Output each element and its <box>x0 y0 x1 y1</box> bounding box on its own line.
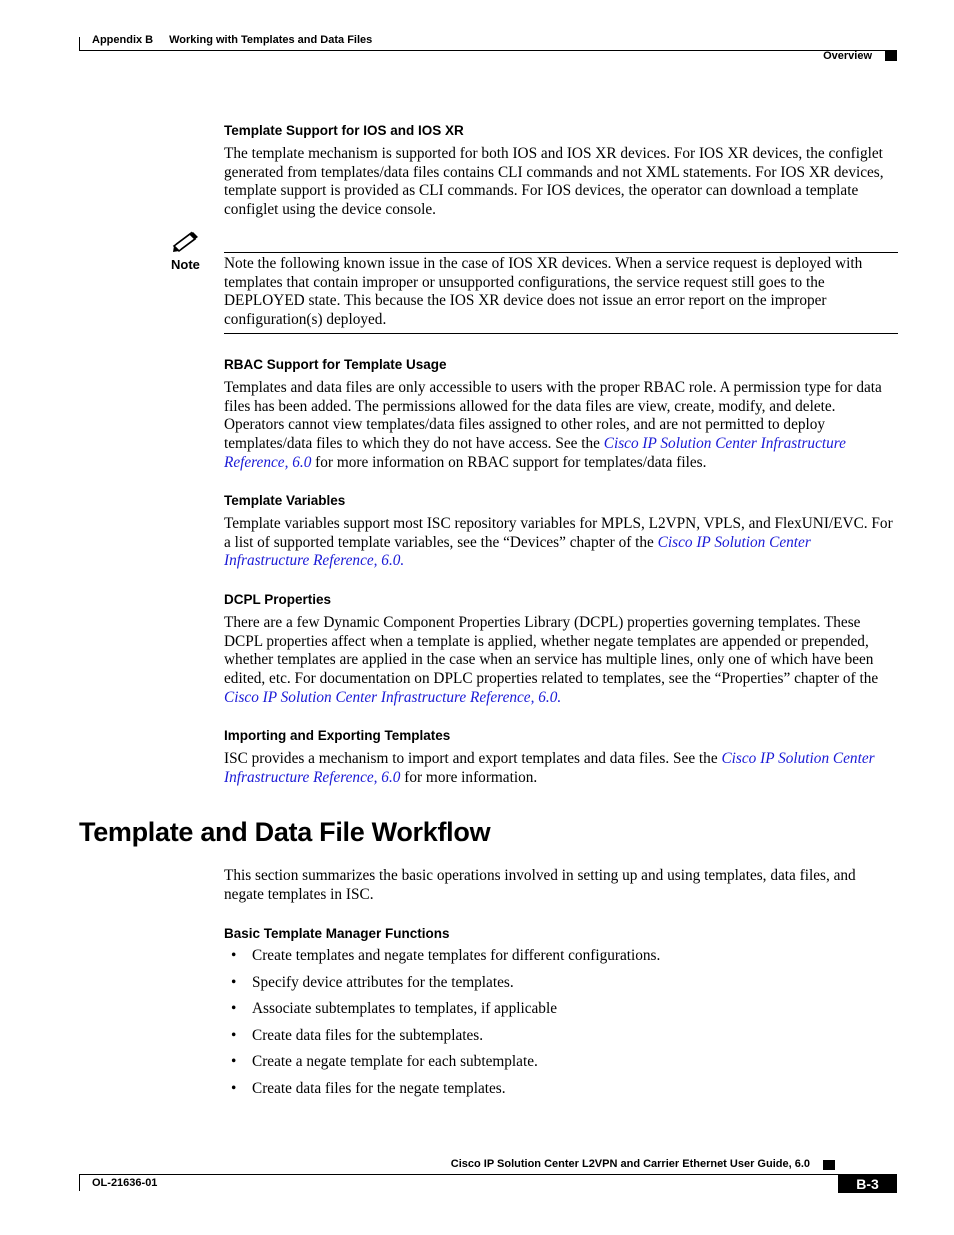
section-text-import: ISC provides a mechanism to import and export templates and data files. See the Cisco IP Solution Center Infrastructure Reference, 6.0 for more information. <box>224 750 875 786</box>
running-header <box>92 34 372 46</box>
section-heading-dcpl: DCPL Properties <box>224 592 332 607</box>
bullet-icon: • <box>231 973 237 991</box>
section-text-rbac: Templates and data files are only accessible to users with the proper RBAC role. A permission type for data files has been added. The permissions allowed for the data files are view, create, modify, and delete. Operators cannot view templates/data files assigned to other roles, and are not permitted to deploy templates/data files to which they do not have access. See the Cisco IP Solution Center Infrastructure Reference, 6.0 for more information on RBAC support for templates/data files. <box>224 379 882 471</box>
workflow-intro: This section summarizes the basic operations involved in setting up and using templates, data files, and negate templates in ISC. <box>224 867 856 903</box>
section-text-ios: The template mechanism is supported for both IOS and IOS XR devices. For IOS XR devices, the configlet generated from templates/data files contains CLI commands and not XML statements. For IOS XR devices, template support is provided as CLI commands. For IOS devices, the operator can download a template configlet using the device console. <box>224 145 884 219</box>
footer-marker-block <box>823 1160 835 1170</box>
list-item: • Create data files for the negate templates. <box>231 1079 506 1097</box>
section-heading-ios: Template Support for IOS and IOS XR <box>224 123 464 138</box>
list-item: • Create templates and negate templates for different configurations. <box>231 947 661 964</box>
bullet-icon: • <box>231 1026 237 1044</box>
note-text: Note the following known issue in the case of IOS XR devices. When a service request is deployed with templates that contain improper or unsupported configurations, the service request still goes to the DEPLOYED state. This because the IOS XR device does not issue an error report on the improper configuration(s) deployed. <box>224 255 863 329</box>
workflow-subheading: Basic Template Manager Functions <box>224 926 450 941</box>
list-item: • Create data files for the subtemplates. <box>231 1026 484 1044</box>
rbac-reference-link[interactable]: Cisco IP Solution Center Infrastructure Reference, 6.0 <box>224 435 846 471</box>
footer-rule <box>79 1174 897 1175</box>
pencil-note-icon <box>171 229 201 253</box>
header-chapter: Working with Templates and Data Files <box>169 34 373 46</box>
list-item: • Associate subtemplates to templates, if applicable <box>231 1000 557 1017</box>
note-bottom-rule <box>224 333 898 334</box>
note-top-rule <box>224 252 898 253</box>
note-label: Note <box>171 257 200 272</box>
header-marker-block <box>885 51 897 61</box>
section-heading-variables: Template Variables <box>224 493 346 508</box>
bullet-icon: • <box>231 1079 237 1097</box>
list-item: • Specify device attributes for the templates. <box>231 973 514 991</box>
header-section: Overview <box>823 50 872 62</box>
workflow-title: Template and Data File Workflow <box>79 817 491 847</box>
footer-page-number: B-3 <box>838 1174 897 1193</box>
bullet-icon: • <box>231 947 237 964</box>
section-text-variables: Template variables support most ISC repository variables for MPLS, L2VPN, VPLS, and FlexUNI/EVC. For a list of supported template variables, see the “Devices” chapter of the Cisco IP Solution Center Infrastructure Reference, 6.0. <box>224 515 893 570</box>
bullet-icon: • <box>231 1000 237 1017</box>
footer-doc-number: OL-21636-01 <box>92 1177 158 1189</box>
variables-reference-link[interactable]: Cisco IP Solution Center Infrastructure Reference, 6.0. <box>224 533 811 570</box>
import-reference-link[interactable]: Cisco IP Solution Center Infrastructure Reference, 6.0 <box>224 750 875 786</box>
footer-book-title: Cisco IP Solution Center L2VPN and Carrier Ethernet User Guide, 6.0 <box>450 1158 810 1170</box>
header-appendix: Appendix B <box>92 34 154 46</box>
header-left-rule <box>79 37 80 51</box>
bullet-icon: • <box>231 1053 237 1070</box>
dcpl-reference-link[interactable]: Cisco IP Solution Center Infrastructure Reference, 6.0. <box>224 688 562 706</box>
section-heading-rbac: RBAC Support for Template Usage <box>224 357 447 372</box>
header-rule <box>79 50 897 51</box>
footer-left-rule <box>79 1174 80 1191</box>
list-item: • Create a negate template for each subtemplate. <box>231 1053 538 1070</box>
section-text-dcpl: There are a few Dynamic Component Properties Library (DCPL) properties governing templates. These DCPL properties affect when a template is applied, whether negate templates are appended or prepended, whether templates are applied in the case when an service has multiple lines, only one of which have been edited, etc. For documentation on DPLC properties related to templates, see the “Properties” chapter of the Cisco IP Solution Center Infrastructure Reference, 6.0. <box>224 614 879 706</box>
workflow-bullet-list <box>224 947 898 1106</box>
section-heading-import: Importing and Exporting Templates <box>224 728 451 743</box>
